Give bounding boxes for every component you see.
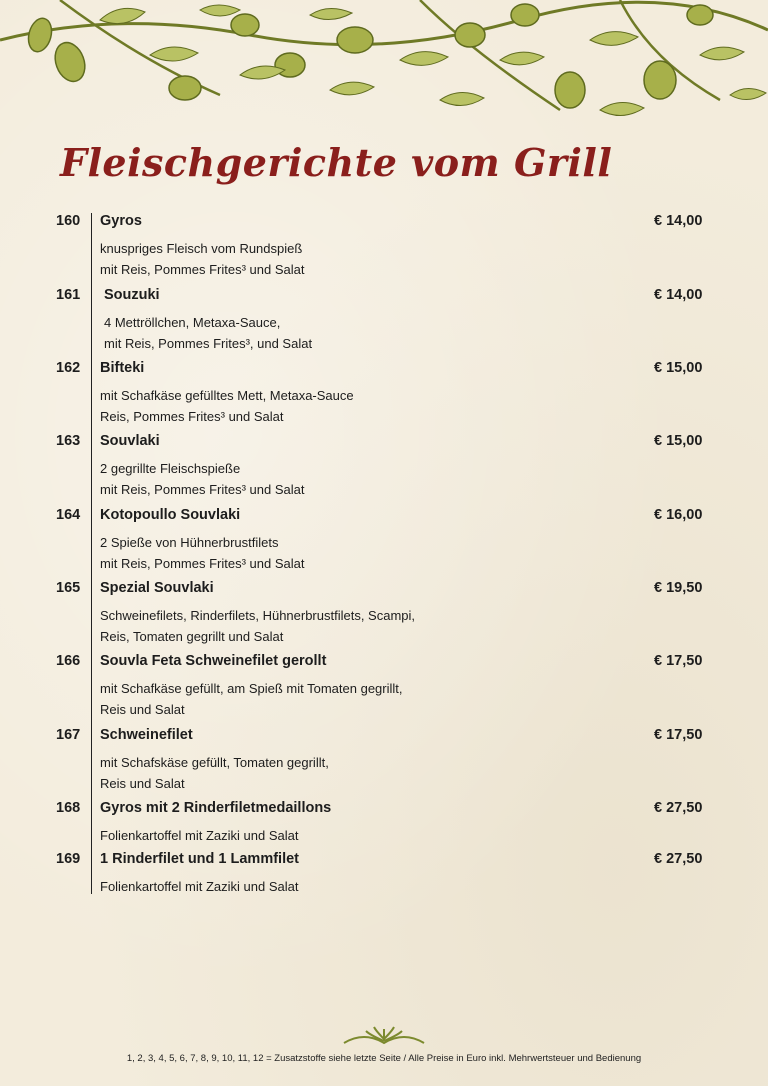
menu-divider-line xyxy=(91,213,92,894)
item-description-line: Reis, Tomaten gegrillt und Salat xyxy=(100,629,284,644)
item-description-line: mit Schafkäse gefüllt, am Spieß mit Tomaten gegrillt, xyxy=(100,681,403,696)
item-number: 162 xyxy=(56,360,81,376)
item-name: 1 Rinderfilet und 1 Lammfilet xyxy=(100,851,299,867)
item-description-line: 2 Spieße von Hühnerbrustfilets xyxy=(100,535,279,550)
item-number: 163 xyxy=(56,433,81,449)
item-price: € 14,00 xyxy=(654,213,703,229)
item-number: 160 xyxy=(56,213,81,229)
item-name: Souvla Feta Schweinefilet gerollt xyxy=(100,653,327,669)
page-title: Fleischgerichte vom Grill xyxy=(60,140,613,185)
item-price: € 19,50 xyxy=(654,580,703,596)
item-name: Souvlaki xyxy=(100,433,160,449)
item-description-line: 4 Mettröllchen, Metaxa-Sauce, xyxy=(104,315,281,330)
item-number: 165 xyxy=(56,580,81,596)
item-description-line: Reis und Salat xyxy=(100,776,185,791)
item-description-line: mit Reis, Pommes Frites³ und Salat xyxy=(100,262,305,277)
item-price: € 27,50 xyxy=(654,851,703,867)
item-price: € 17,50 xyxy=(654,727,703,743)
item-number: 164 xyxy=(56,507,81,523)
item-name: Bifteki xyxy=(100,360,145,376)
item-name: Spezial Souvlaki xyxy=(100,580,214,596)
item-description-line: mit Reis, Pommes Frites³ und Salat xyxy=(100,482,305,497)
item-description-line: mit Reis, Pommes Frites³, und Salat xyxy=(104,336,313,351)
item-number: 169 xyxy=(56,851,81,867)
olive-branch-decoration xyxy=(0,0,768,135)
item-name: Schweinefilet xyxy=(100,727,193,743)
item-description-line: Folienkartoffel mit Zaziki und Salat xyxy=(100,879,299,894)
item-description-line: Reis, Pommes Frites³ und Salat xyxy=(100,409,284,424)
item-number: 161 xyxy=(56,287,81,303)
item-description-line: mit Schafskäse gefüllt, Tomaten gegrillt, xyxy=(100,755,329,770)
item-number: 168 xyxy=(56,800,81,816)
item-description-line: Folienkartoffel mit Zaziki und Salat xyxy=(100,828,299,843)
item-name: Kotopoullo Souvlaki xyxy=(100,507,241,523)
footer-note: 1, 2, 3, 4, 5, 6, 7, 8, 9, 10, 11, 12 = Zusatzstoffe siehe letzte Seite / Alle Preise in Euro inkl. Mehrwertsteuer und Bedienung xyxy=(126,1053,642,1064)
item-price: € 15,00 xyxy=(654,360,703,376)
item-description-line: 2 gegrillte Fleischspieße xyxy=(100,461,241,476)
item-price: € 17,50 xyxy=(654,653,703,669)
item-price: € 15,00 xyxy=(654,433,703,449)
footer-ornament xyxy=(340,1023,428,1047)
item-price: € 27,50 xyxy=(654,800,703,816)
item-number: 166 xyxy=(56,653,81,669)
item-description-line: Schweinefilets, Rinderfilets, Hühnerbrustfilets, Scampi, xyxy=(100,608,416,623)
item-description-line: knuspriges Fleisch vom Rundspieß xyxy=(100,241,303,256)
item-description-line: mit Schafkäse gefülltes Mett, Metaxa-Sauce xyxy=(100,388,354,403)
item-price: € 14,00 xyxy=(654,287,703,303)
item-name: Gyros mit 2 Rinderfiletmedaillons xyxy=(100,800,332,816)
item-name: Gyros xyxy=(100,213,142,229)
item-price: € 16,00 xyxy=(654,507,703,523)
item-description-line: Reis und Salat xyxy=(100,702,185,717)
item-number: 167 xyxy=(56,727,81,743)
item-description-line: mit Reis, Pommes Frites³ und Salat xyxy=(100,556,305,571)
item-name: Souzuki xyxy=(104,287,160,303)
